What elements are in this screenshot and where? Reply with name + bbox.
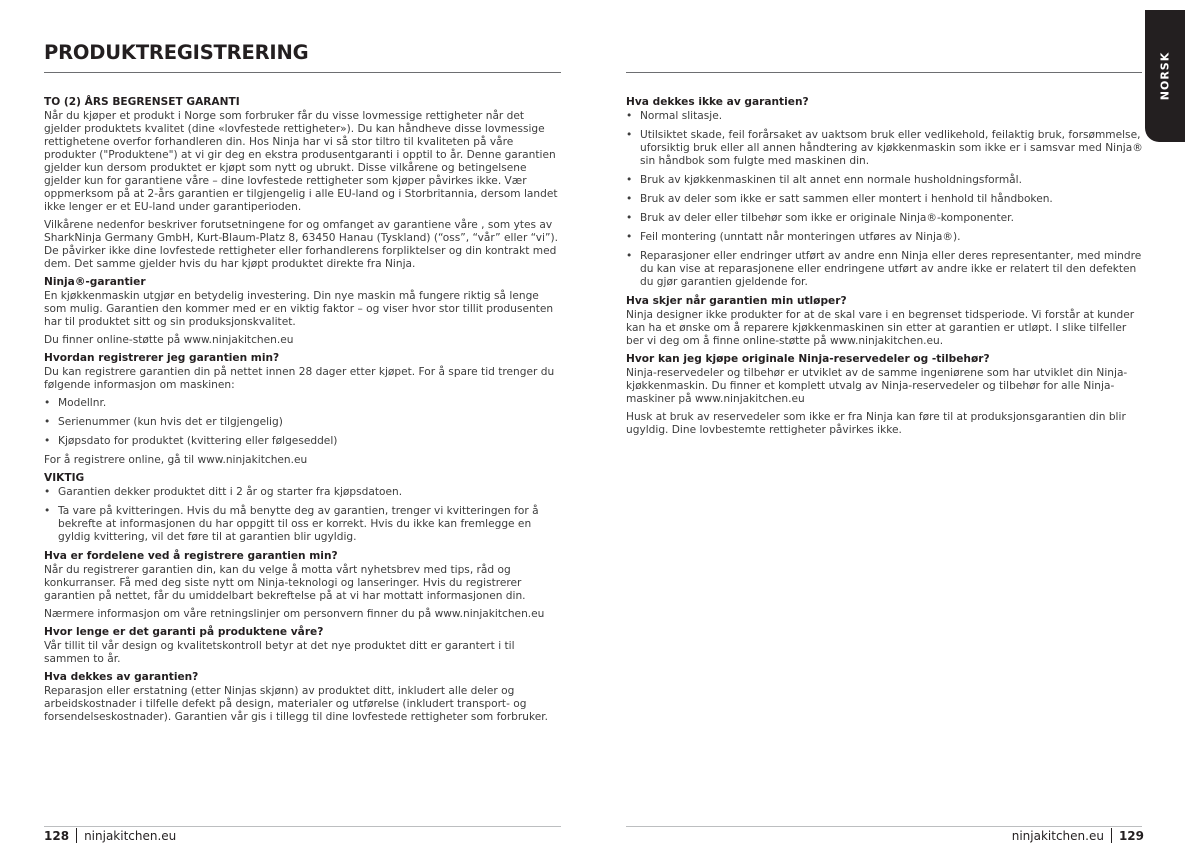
section-heading: Hvor lenge er det garanti på produktene våre? — [44, 626, 324, 638]
bullet-icon: • — [44, 486, 51, 498]
bullet-icon: • — [626, 231, 633, 243]
section-heading: Hva dekkes av garantien? — [44, 671, 199, 683]
left-page — [0, 0, 592, 852]
bullet-icon: • — [44, 416, 51, 428]
footer-rule — [626, 826, 1142, 827]
list-item-text: Garantien dekker produktet ditt i 2 år og starter fra kjøpsdatoen. — [58, 486, 403, 498]
list-item — [44, 397, 562, 410]
paragraph: Vår tillit til vår design og kvalitetskontroll betyr at det nye produktet ditt er garantert i til sammen to år. — [44, 640, 515, 665]
right-column — [626, 96, 1144, 442]
list-item — [626, 231, 1144, 244]
list-item — [44, 435, 562, 448]
paragraph: Nærmere informasjon om våre retningslinjer om personvern finner du på www.ninjakitchen.eu — [44, 608, 545, 620]
paragraph: Når du registrerer garantien din, kan du velge å motta vårt nyhetsbrev med tips, råd og konkurranser. Få med deg siste nytt om Ninja-teknologi og lanseringer. Hvis du registrerer garantien på nettet, får du umiddelbart bekreftelse på at vi har mottatt informasjonen din. — [44, 564, 526, 602]
language-tab — [1145, 10, 1185, 142]
list-item — [626, 193, 1144, 206]
bullet-icon: • — [626, 193, 633, 205]
list-item — [626, 174, 1144, 187]
paragraph: En kjøkkenmaskin utgjør en betydelig investering. Din nye maskin må fungere riktig så lenge som mulig. Garantien den kommer med er en viktig faktor – og viser hvor stor tillit produsenten har til produktet sitt og sin produksjonskvalitet. — [44, 290, 554, 328]
list-item-text: Utilsiktet skade, feil forårsaket av uaktsom bruk eller vedlikehold, feilaktig bruk, forsømmelse, uforsiktig bruk eller all annen håndtering av kjøkkenmaskin som ikke er i samsvar med Ninja® sin håndbok som fulgte med maskinen din. — [640, 129, 1143, 167]
page-title: PRODUKTREGISTRERING — [44, 41, 309, 64]
paragraph: Vilkårene nedenfor beskriver forutsetningene for og omfanget av garantiene våre , som ytes av SharkNinja Germany GmbH, Kurt-Blaum-Platz 8, 63450 Hanau (Tyskland) (“oss”, “vår” eller “vi”). De påvirker ikke dine lovfestede rettigheter eller forhandlerens forpliktelser og din kontrakt med dem. Det samme gjelder hvis du har kjøpt produktet direkte fra Ninja. — [44, 219, 558, 270]
list-item-text: Ta vare på kvitteringen. Hvis du må benytte deg av garantien, trenger vi kvitteringen for å bekrefte at informasjonen du har oppgitt til oss er korrekt. Hvis du ikke kan fremlegge en gyldig kvittering, vil det føre til at garantien blir ugyldig. — [58, 505, 539, 543]
list-item-text: Bruk av deler eller tilbehør som ikke er originale Ninja®-komponenter. — [640, 212, 1014, 224]
paragraph: Reparasjon eller erstatning (etter Ninjas skjønn) av produktet ditt, inkludert alle deler og arbeidskostnader i tilfelle defekt på design, materialer og utførelse (inkludert transport- og forsendelseskostnader). Garantien vår gis i tillegg til dine lovfestede rettigheter som forbruker. — [44, 685, 548, 723]
bullet-icon: • — [626, 129, 633, 141]
list-item-text: Kjøpsdato for produktet (kvittering eller følgeseddel) — [58, 435, 338, 447]
list-item — [626, 212, 1144, 225]
paragraph: Husk at bruk av reservedeler som ikke er fra Ninja kan føre til at produksjonsgarantien din blir ugyldig. Dine lovbestemte rettigheter påvirkes ikke. — [626, 411, 1126, 436]
left-column — [44, 96, 562, 729]
list-item-text: Modellnr. — [58, 397, 107, 409]
paragraph: Ninja-reservedeler og tilbehør er utviklet av de samme ingeniørene som har utviklet din Ninja-kjøkkenmaskin. Du finner et komplett utvalg av Ninja-reservedeler og tilbehør for alle Ninja-maskiner på www.ninjakitchen.eu — [626, 367, 1128, 405]
section-heading: Hvordan registrerer jeg garantien min? — [44, 352, 280, 364]
page-number: 129 — [1118, 828, 1144, 843]
list-item — [626, 250, 1144, 289]
section-heading: Hvor kan jeg kjøpe originale Ninja-reservedeler og -tilbehør? — [626, 353, 990, 365]
title-rule — [44, 72, 561, 73]
paragraph: Når du kjøper et produkt i Norge som forbruker får du visse lovmessige rettigheter når det gjelder produktets kvalitet (dine «lovfestede rettigheter»). Du kan håndheve disse lovmessige rettighetene overfor forhandleren din. Hos Ninja har vi så stor tiltro til kvaliteten på våre produkter ("Produktene") at vi gir deg en ekstra produsentgaranti i opptil to år. Denne garantien gjelder kun dersom produktet er kjøpt som nytt og ubrukt. Disse vilkårene og betingelsene gjelder kun for garantiene våre – dine lovfestede rettigheter som kjøper påvirkes ikke. Vær oppmerksom på at 2-års garantien er tilgjengelig i alle EU-land og i Storbritannia, dersom landet ikke lenger er et EU-land under garantiperioden. — [44, 110, 558, 213]
list-item-text: Feil montering (unntatt når monteringen utføres av Ninja®). — [640, 231, 961, 243]
language-tab-label: NORSK — [1158, 51, 1172, 101]
title-rule — [626, 72, 1142, 73]
footer-left — [44, 828, 176, 843]
list-item-text: Reparasjoner eller endringer utført av andre enn Ninja eller deres representanter, med mindre du kan vise at reparasjonene eller endringene utført av andre ikke er relatert til den defekten du gjør garantien gjeldende for. — [640, 250, 1142, 288]
footer-site-link[interactable]: ninjakitchen.eu — [84, 828, 177, 843]
list-item-text: Serienummer (kun hvis det er tilgjengelig) — [58, 416, 283, 428]
page-number: 128 — [44, 828, 70, 843]
paragraph: Du kan registrere garantien din på nettet innen 28 dager etter kjøpet. For å spare tid trenger du følgende informasjon om maskinen: — [44, 366, 555, 391]
section-heading: Hva skjer når garantien min utløper? — [626, 295, 847, 307]
footer-site-link[interactable]: ninjakitchen.eu — [1011, 828, 1104, 843]
footer-right — [1012, 828, 1144, 843]
list-item — [44, 486, 562, 499]
section-heading: Hva er fordelene ved å registrere garantien min? — [44, 550, 338, 562]
list-item — [626, 129, 1144, 168]
section-heading: VIKTIG — [44, 472, 85, 484]
section-heading: Hva dekkes ikke av garantien? — [626, 96, 809, 108]
section-heading: Ninja®-garantier — [44, 276, 146, 288]
list-item-text: Bruk av deler som ikke er satt sammen eller montert i henhold til håndboken. — [640, 193, 1053, 205]
bullet-icon: • — [626, 174, 633, 186]
bullet-icon: • — [626, 110, 633, 122]
list-item-text: Normal slitasje. — [640, 110, 723, 122]
footer-separator — [76, 828, 77, 843]
list-item — [626, 110, 1144, 123]
bullet-icon: • — [626, 212, 633, 224]
footer-rule — [44, 826, 561, 827]
bullet-icon: • — [44, 397, 51, 409]
paragraph: For å registrere online, gå til www.ninjakitchen.eu — [44, 454, 308, 466]
paragraph: Du finner online-støtte på www.ninjakitchen.eu — [44, 334, 294, 346]
bullet-icon: • — [626, 250, 633, 262]
footer-separator — [1111, 828, 1112, 843]
list-item-text: Bruk av kjøkkenmaskinen til alt annet enn normale husholdningsformål. — [640, 174, 1022, 186]
bullet-icon: • — [44, 435, 51, 447]
section-heading: TO (2) ÅRS BEGRENSET GARANTI — [44, 96, 240, 108]
bullet-icon: • — [44, 505, 51, 517]
list-item — [44, 416, 562, 429]
list-item — [44, 505, 562, 544]
right-page — [592, 0, 1185, 852]
paragraph: Ninja designer ikke produkter for at de skal vare i en begrenset tidsperiode. Vi forstår at kunder kan ha et ønske om å reparere kjøkkenmaskinen sin etter at garantien er utløpt. I slike tilfeller ber vi deg om å finne online-støtte på www.ninjakitchen.eu. — [626, 309, 1135, 347]
